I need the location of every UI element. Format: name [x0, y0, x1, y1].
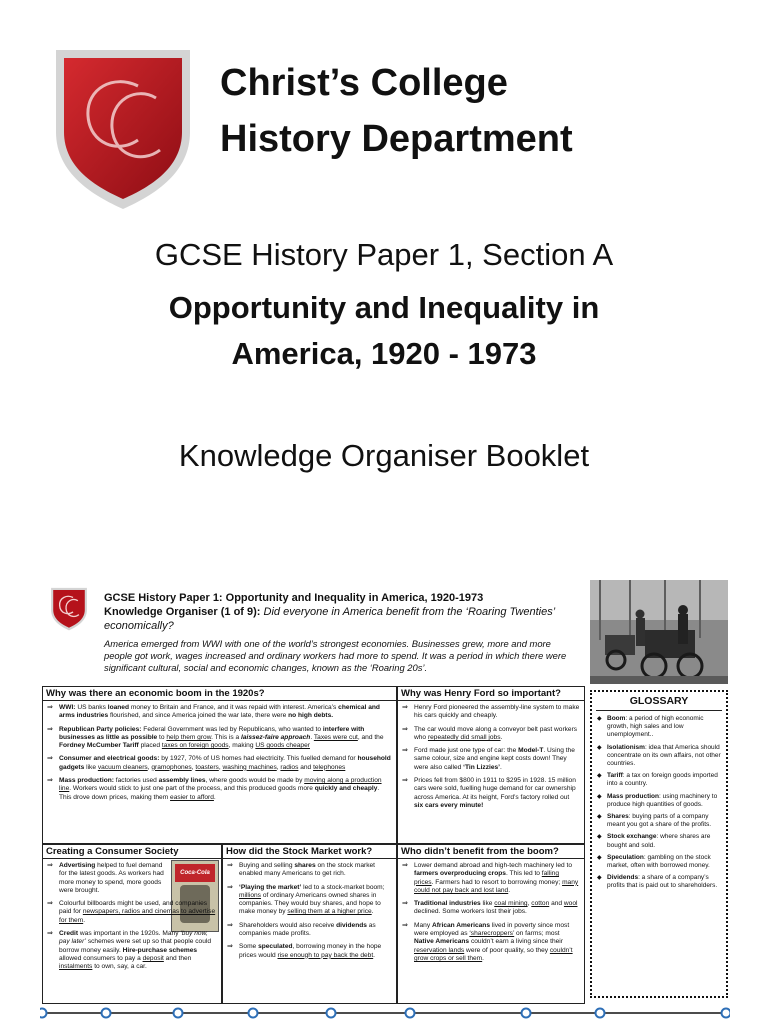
- college-shield-logo: [52, 46, 194, 212]
- glossary-item: ◆ Dividends: a share of a company’s profits that is paid out to shareholders.: [597, 874, 718, 890]
- arrow-icon: ⇒: [47, 777, 53, 785]
- organiser-intro: America emerged from WWI with one of the world’s strongest economies. Businesses grew, more and more people got work, wages increased and ordinary workers had more to spend. It was a period in which there were significant cultural, social and economic changes, known as the ‘Roaring 20s’.: [104, 638, 567, 673]
- organiser-subtitle-label: Knowledge Organiser (1 of 9):: [104, 606, 261, 618]
- organiser-header: [104, 591, 574, 633]
- glossary-item: ◆ Boom: a period of high economic growth, high sales and low unemployment..: [597, 715, 704, 739]
- ford-section: [397, 686, 585, 844]
- arrow-icon: ⇒: [47, 704, 53, 711]
- timeline-node-icon: [327, 1009, 336, 1018]
- consumer-title: Creating a Consumer Society: [43, 845, 221, 859]
- arrow-icon: ⇒: [402, 900, 408, 908]
- consumer-point-advertising: ⇒ Advertising helped to fuel demand for the latest goods. As workers had more money to spend, more goods were brought.: [47, 862, 164, 894]
- poster-brand: Coca-Cola: [175, 864, 215, 882]
- cover-title-line-2: History Department: [220, 118, 573, 160]
- cover-title-line-1: Christ’s College: [220, 62, 508, 104]
- no-benefit-point-industries: ⇒ Traditional industries like coal mining, cotton and wool declined. Some workers lost their jobs.: [402, 900, 578, 916]
- glossary-title: GLOSSARY: [596, 695, 722, 711]
- timeline-node-icon: [40, 1009, 47, 1018]
- timeline-node-icon: [102, 1009, 111, 1018]
- organiser-title: GCSE History Paper 1: Opportunity and Inequality in America, 1920-1973: [104, 592, 484, 604]
- boom-point-mass-production: ⇒ Mass production: factories used assembly lines, where goods would be made by moving along a production line. Workers would stick to just one part of the process, and this produced goods more quickly and cheaply. This drove down prices, making them easier to afford.: [47, 777, 382, 801]
- arrow-icon: ⇒: [402, 725, 408, 733]
- arrow-icon: ⇒: [402, 862, 408, 869]
- diamond-bullet-icon: ◆: [597, 814, 602, 821]
- organiser-question: Did everyone in America benefit from the ‘Roaring Twenties’ economically?: [104, 606, 555, 632]
- cover-topic-line-1: Opportunity and Inequality in: [168, 290, 600, 325]
- consumer-section: [42, 844, 222, 1004]
- glossary-item: ◆ Shares: buying parts of a company meant you got a share of the profits.: [597, 813, 712, 829]
- no-benefit-point-farmers: ⇒ Lower demand abroad and high-tech machinery led to farmers overproducing crops. This led to falling prices. Farmers had to resort to borrowing money; many could not pay back and lost land.: [402, 862, 579, 894]
- consumer-point-billboards: ⇒ Colourful billboards might be used, and companies paid for newspapers, radios and cinemas to advertise for them.: [47, 900, 216, 924]
- arrow-icon: ⇒: [402, 704, 408, 711]
- diamond-bullet-icon: ◆: [597, 834, 602, 841]
- ford-point-3: ⇒ Ford made just one type of car: the Model-T. Using the same colour, size and engine kept costs down! They were also called ‘Tin Lizzies’.: [402, 747, 575, 771]
- glossary-panel: [590, 690, 728, 998]
- glossary-item: ◆ Tariff: a tax on foreign goods imported into a country.: [597, 772, 718, 788]
- stock-point-1: ⇒ Buying and selling shares on the stock market enabled many Americans to get rich.: [227, 862, 375, 878]
- ford-title: Why was Henry Ford so important?: [398, 687, 584, 701]
- arrow-icon: ⇒: [402, 921, 408, 929]
- cover-booklet-title: Knowledge Organiser Booklet: [178, 438, 590, 473]
- diamond-bullet-icon: ◆: [597, 875, 602, 882]
- boom-point-wwi: ⇒ WWI: US banks loaned money to Britain and France, and it was repaid with interest. America’s chemical and arms industries flourished, and since America joined the war late, there were no high debts.: [47, 704, 380, 720]
- arrow-icon: ⇒: [47, 862, 53, 869]
- arrow-icon: ⇒: [227, 883, 233, 891]
- diamond-bullet-icon: ◆: [597, 744, 602, 751]
- stock-point-2: ⇒ ‘Playing the market’ led to a stock-market boom; millions of ordinary Americans owned shares in companies. They would buy shares, and hope to make money by selling them at a higher price.: [227, 883, 385, 916]
- boom-title: Why was there an economic boom in the 1920s?: [43, 687, 396, 701]
- glossary-item: ◆ Mass production: using machinery to produce high quantities of goods.: [597, 792, 718, 808]
- no-benefit-section: [397, 844, 585, 1004]
- arrow-icon: ⇒: [47, 755, 53, 763]
- arrow-icon: ⇒: [47, 900, 53, 908]
- timeline-node-icon: [596, 1009, 605, 1018]
- stock-market-section: [222, 844, 397, 1004]
- boom-point-consumer-goods: ⇒ Consumer and electrical goods: by 1927, 70% of US homes had electricity. This fuelled demand for household gadgets like vacuum cleaners, gramophones, toasters, washing machines, radios and telephones: [47, 755, 391, 771]
- arrow-icon: ⇒: [227, 943, 233, 951]
- arrow-icon: ⇒: [402, 747, 408, 755]
- timeline-strip: [40, 1005, 730, 1024]
- assembly-line-photo: [590, 580, 728, 684]
- arrow-icon: ⇒: [47, 930, 53, 938]
- timeline-node-icon: [174, 1009, 183, 1018]
- diamond-bullet-icon: ◆: [597, 773, 602, 780]
- arrow-icon: ⇒: [47, 725, 53, 733]
- consumer-point-credit: ⇒ Credit was important in the 1920s. Many ‘buy now, pay later’ schemes were set up so that people could borrow money easily. Hire-purchase schemes allowed consumers to pay a deposit and then instalments to own, say, a car.: [47, 930, 211, 971]
- cover-topic-line-2: America, 1920 - 1973: [231, 336, 537, 371]
- college-shield-icon: [50, 586, 88, 632]
- timeline-node-icon: [406, 1009, 415, 1018]
- arrow-icon: ⇒: [227, 921, 233, 929]
- glossary-item: ◆ Speculation: gambling on the stock market, often with borrowed money.: [597, 853, 711, 870]
- stock-point-4: ⇒ Some speculated, borrowing money in the hope prices would rise enough to pay back the debt.: [227, 943, 382, 959]
- timeline-node-icon: [249, 1009, 258, 1018]
- arrow-icon: ⇒: [227, 862, 233, 869]
- ford-point-2: ⇒ The car would move along a conveyor belt past workers who repeatedly did small jobs.: [402, 725, 578, 741]
- glossary-item: ◆ Stock exchange: where shares are bought and sold.: [597, 833, 711, 849]
- no-benefit-title: Who didn’t benefit from the boom?: [398, 845, 584, 859]
- diamond-bullet-icon: ◆: [597, 716, 602, 722]
- diamond-bullet-icon: ◆: [597, 793, 602, 800]
- stock-title: How did the Stock Market work?: [223, 845, 396, 859]
- glossary-item: ◆ Isolationism: idea that America should concentrate on its own affairs, not other countries.: [597, 743, 721, 768]
- boom-point-republican: ⇒ Republican Party policies: Federal Government was led by Republicans, who wanted to interfere with businesses as little as possible to help them grow. This is a laissez-faire approach. Taxes were cut, and the Fordney McCumber Tariff placed taxes on foreign goods, making US goods cheaper: [47, 725, 384, 750]
- diamond-bullet-icon: ◆: [597, 854, 602, 861]
- timeline-node-icon: [722, 1009, 731, 1018]
- timeline-node-icon: [522, 1009, 531, 1018]
- cover-subtitle: GCSE History Paper 1, Section A: [154, 237, 614, 272]
- ford-point-4: ⇒ Prices fell from $800 in 1911 to $295 in 1928. 15 million cars were sold, fuelling huge demand for car ownership across America. At its height, Ford’s factory rolled out six cars every minute!: [402, 777, 576, 809]
- stock-point-3: ⇒ Shareholders would also receive dividends as companies made profits.: [227, 921, 376, 938]
- arrow-icon: ⇒: [402, 777, 408, 785]
- no-benefit-point-minorities: ⇒ Many African Americans lived in poverty since most were employed as ‘sharecroppers’ on farms; most Native Americans couldn’t earn a living since their reservation lands were of poor quality, so they couldn’t grow crops or sell them.: [402, 921, 573, 962]
- boom-section: [42, 686, 397, 844]
- ford-point-1: ⇒ Henry Ford pioneered the assembly-line system to make his cars quickly and cheaply.: [402, 704, 580, 720]
